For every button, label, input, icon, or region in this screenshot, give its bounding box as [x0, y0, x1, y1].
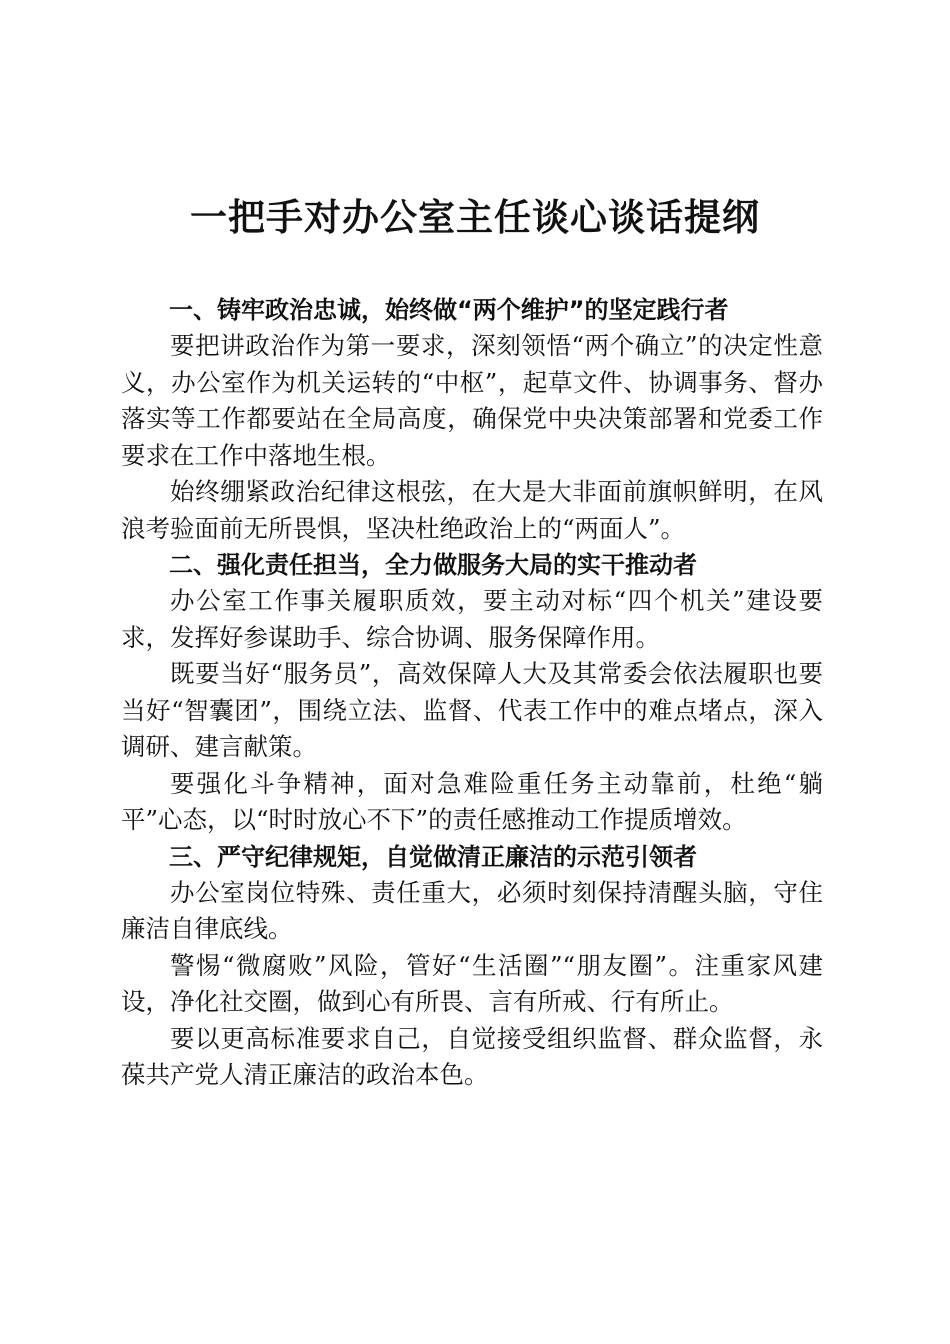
paragraph: 要以更高标准要求自己，自觉接受组织监督、群众监督，永葆共产党人清正廉洁的政治本色。 — [121, 1023, 823, 1089]
paragraph: 警惕“微腐败”风险，管好“生活圈”“朋友圈”。注重家风建设，净化社交圈，做到心有所畏、言有所戒、行有所止。 — [121, 950, 823, 1016]
paragraph: 既要当好“服务员”，高效保障人大及其常委会依法履职也要当好“智囊团”，围绕立法、监督、代表工作中的难点堵点，深入调研、建言献策。 — [121, 659, 823, 761]
document-body — [121, 292, 823, 1094]
paragraph: 要把讲政治作为第一要求，深刻领悟“两个确立”的决定性意义，办公室作为机关运转的“中枢”，起草文件、协调事务、督办落实等工作都要站在全局高度，确保党中央决策部署和党委工作要求在工作中落地生根。 — [121, 331, 823, 470]
section-heading: 二、强化责任担当，全力做服务大局的实干推动者 — [169, 551, 697, 579]
section-3 — [121, 839, 823, 1094]
paragraph: 要强化斗争精神，面对急难险重任务主动靠前，杜绝“躺平”心态，以“时时放心不下”的责任感推动工作提质增效。 — [121, 768, 823, 834]
section-2 — [121, 547, 823, 839]
section-1 — [121, 292, 823, 547]
section-heading: 一、铸牢政治忠诚，始终做“两个维护”的坚定践行者 — [169, 296, 729, 324]
section-heading: 三、严守纪律规矩，自觉做清正廉洁的示范引领者 — [169, 842, 697, 871]
paragraph: 办公室工作事关履职质效，要主动对标“四个机关”建设要求，发挥好参谋助手、综合协调、服务保障作用。 — [121, 586, 823, 652]
paragraph: 始终绷紧政治纪律这根弦，在大是大非面前旗帜鲜明，在风浪考验面前无所畏惧，坚决杜绝政治上的“两面人”。 — [121, 477, 823, 543]
paragraph: 办公室岗位特殊、责任重大，必须时刻保持清醒头脑，守住廉洁自律底线。 — [121, 877, 823, 943]
document-title: 一把手对办公室主任谈心谈话提纲 — [190, 195, 760, 239]
